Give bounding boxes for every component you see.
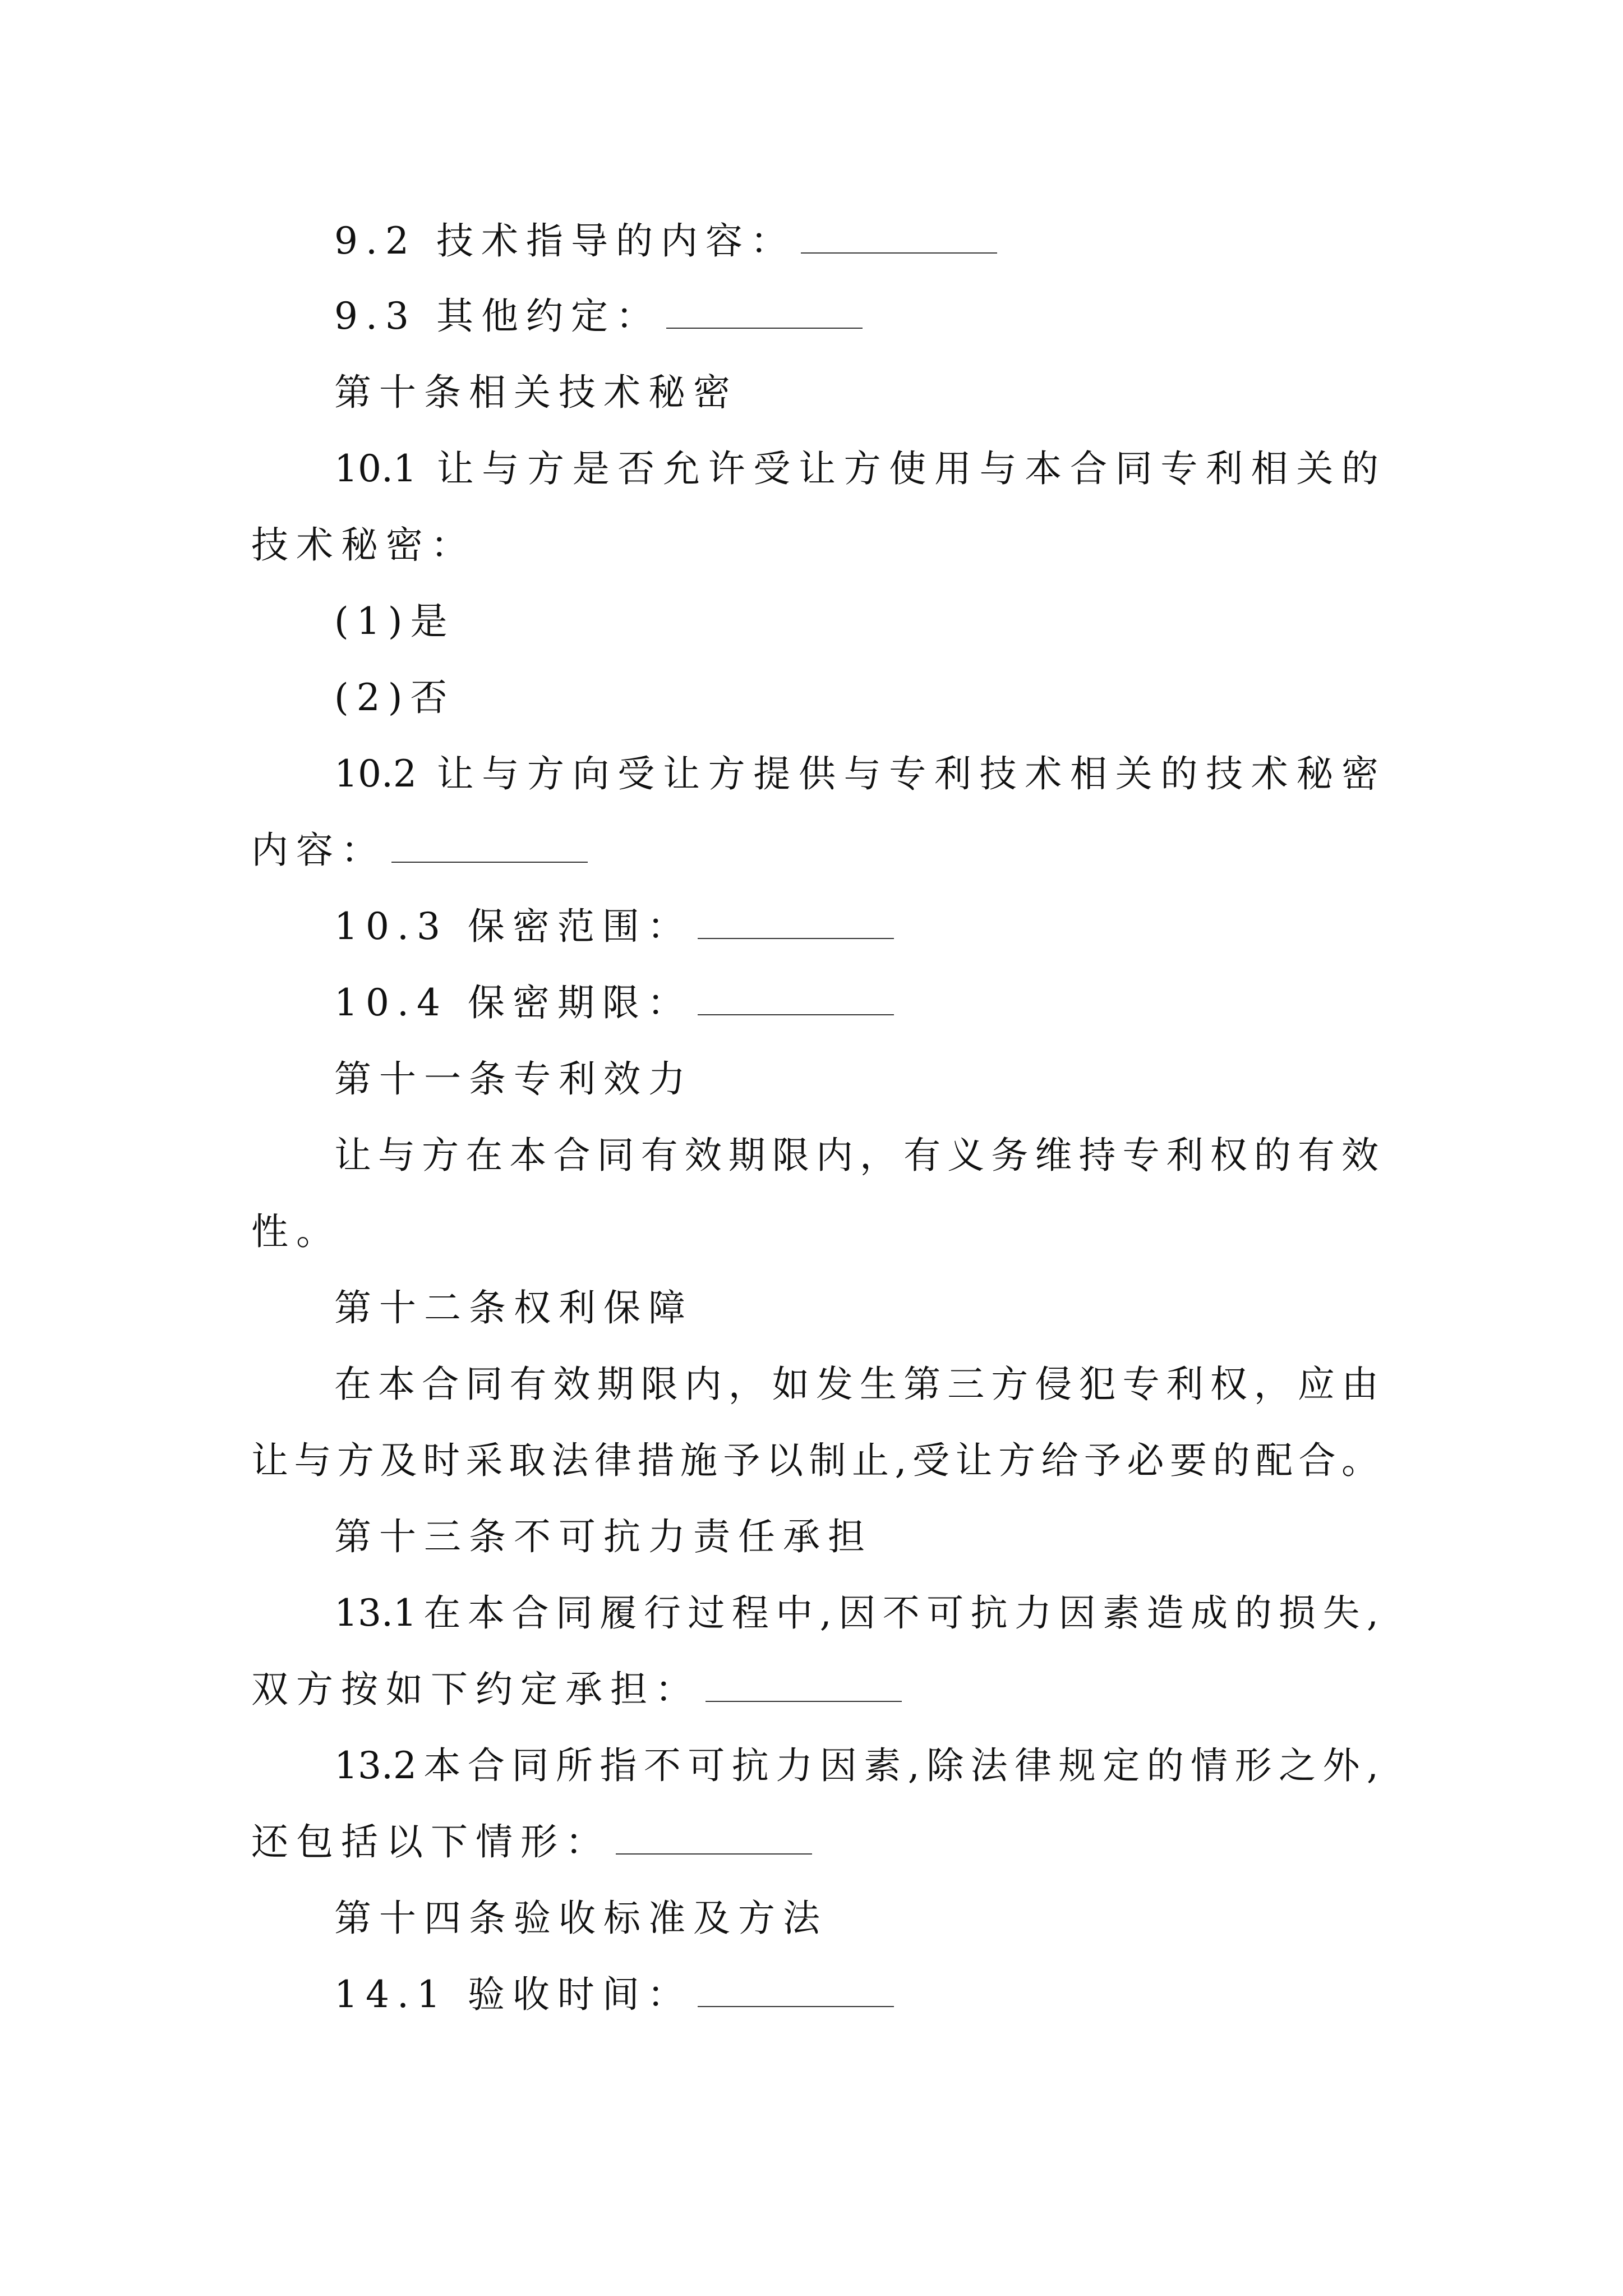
clause-13-2-text: 还包括以下情形： (251, 1820, 610, 1864)
clause-10-3-text: 10.3 保密范围： (334, 905, 692, 948)
clause-10-2-line-1: 10.2 让与方向受让方提供与专利技术相关的技术秘密 (334, 752, 1378, 795)
clause-10-2-line-2 (251, 828, 588, 873)
article-11-body-line-2: 性。 (251, 1210, 341, 1253)
clause-14-1-line (334, 1972, 894, 2017)
fill-in-blank (616, 1820, 812, 1855)
article-13-heading: 第十三条不可抗力责任承担 (334, 1515, 873, 1558)
clause-9-3-text: 9.3 其他约定： (334, 295, 661, 338)
article-12-body-line-1: 在本合同有效期限内，如发生第三方侵犯专利权，应由 (334, 1363, 1378, 1406)
clause-10-1-line-2: 技术秘密： (251, 523, 476, 567)
clause-9-2-line (334, 219, 997, 264)
clause-10-1-line-1: 10.1 让与方是否允许受让方使用与本合同专利相关的 (334, 447, 1378, 490)
clause-9-3-line (334, 294, 863, 339)
article-12-body-line-2: 让与方及时采取法律措施予以制止,受让方给予必要的配合。 (251, 1439, 1378, 1482)
fill-in-blank (698, 1972, 894, 2007)
fill-in-blank (706, 1667, 902, 1702)
clause-13-2-line-1: 13.2本合同所指不可抗力因素,除法律规定的情形之外, (334, 1744, 1378, 1787)
clause-14-1-text: 14.1 验收时间： (334, 1973, 692, 2016)
article-10-heading: 第十条相关技术秘密 (334, 371, 738, 414)
article-11-heading: 第十一条专利效力 (334, 1057, 693, 1101)
clause-10-2-text: 内容： (251, 829, 386, 872)
clause-13-2-line-2 (251, 1820, 812, 1865)
clause-13-1-text: 双方按如下约定承担： (251, 1668, 700, 1711)
clause-10-3-line (334, 904, 894, 949)
clause-13-1-line-2 (251, 1667, 902, 1712)
article-12-heading: 第十二条权利保障 (334, 1286, 693, 1329)
clause-10-4-text: 10.4 保密期限： (334, 981, 692, 1024)
clause-9-2-text: 9.2 技术指导的内容： (334, 219, 795, 263)
clause-10-4-line (334, 981, 894, 1025)
fill-in-blank (698, 981, 894, 1015)
article-14-heading: 第十四条验收标准及方法 (334, 1897, 828, 1940)
article-11-body-line-1: 让与方在本合同有效期限内，有义务维持专利权的有效 (334, 1134, 1378, 1177)
fill-in-blank (666, 294, 863, 329)
fill-in-blank (801, 219, 997, 254)
clause-13-1-line-1: 13.1在本合同履行过程中,因不可抗力因素造成的损失, (334, 1591, 1378, 1635)
fill-in-blank (391, 828, 588, 863)
fill-in-blank (698, 904, 894, 939)
option-yes: (1)是 (334, 600, 455, 643)
option-no: (2)否 (334, 676, 455, 719)
